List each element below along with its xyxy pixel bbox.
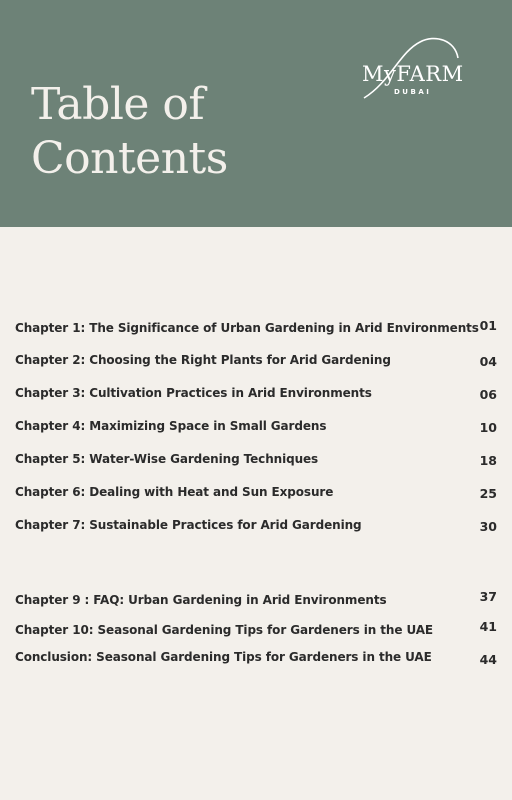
toc-entry-page: 04 [479,354,497,369]
toc-entry[interactable] [15,451,497,471]
logo-wordmark: MyFARM [362,62,464,86]
toc-entry-label: Conclusion: Seasonal Gardening Tips for Gardeners in the UAE [15,650,432,664]
toc-entry-page: 06 [479,387,497,402]
toc-entry-label: Chapter 3: Cultivation Practices in Arid Environments [15,386,372,400]
toc-entry[interactable] [15,418,497,438]
toc-entry-label: Chapter 6: Dealing with Heat and Sun Exposure [15,485,334,499]
toc-entry[interactable] [15,320,497,340]
toc-entry-label: Chapter 4: Maximizing Space in Small Gardens [15,419,327,433]
title-line-1: Table of [31,79,205,130]
title-line-2: Contents [31,133,228,184]
toc-entry[interactable] [15,619,497,642]
toc-entry-label: Chapter 1: The Significance of Urban Gardening in Arid Environments [15,321,479,335]
toc-entry-page: 44 [479,652,497,667]
toc-entry-label: Chapter 7: Sustainable Practices for Arid Gardening [15,518,362,532]
toc-entry-page: 30 [479,519,497,534]
toc-entry[interactable] [15,385,497,405]
toc-entry-page: 10 [479,420,497,435]
logo-subtitle: DUBAI [394,88,432,96]
toc-entry-page: 41 [479,619,497,634]
toc-entry-page: 37 [479,589,497,604]
toc-entry[interactable] [15,650,497,670]
toc-entry-page: 25 [479,486,497,501]
myfarm-logo [360,32,464,102]
toc-entry[interactable] [15,589,497,612]
toc-entry-label: Chapter 5: Water-Wise Gardening Techniques [15,452,319,466]
toc-entry[interactable] [15,517,497,537]
toc-entry-label: Chapter 10: Seasonal Gardening Tips for Gardeners in the UAE [15,623,434,637]
toc-entry-label: Chapter 2: Choosing the Right Plants for Arid Gardening [15,353,391,367]
toc-entry[interactable] [15,352,497,372]
header-banner [0,0,512,227]
toc-entry-page: 18 [479,453,497,468]
toc-entry[interactable] [15,484,497,504]
toc-entry-page: 01 [479,318,497,333]
page-title [31,78,228,186]
toc-entry-label: Chapter 9 : FAQ: Urban Gardening in Arid Environments [15,593,387,607]
